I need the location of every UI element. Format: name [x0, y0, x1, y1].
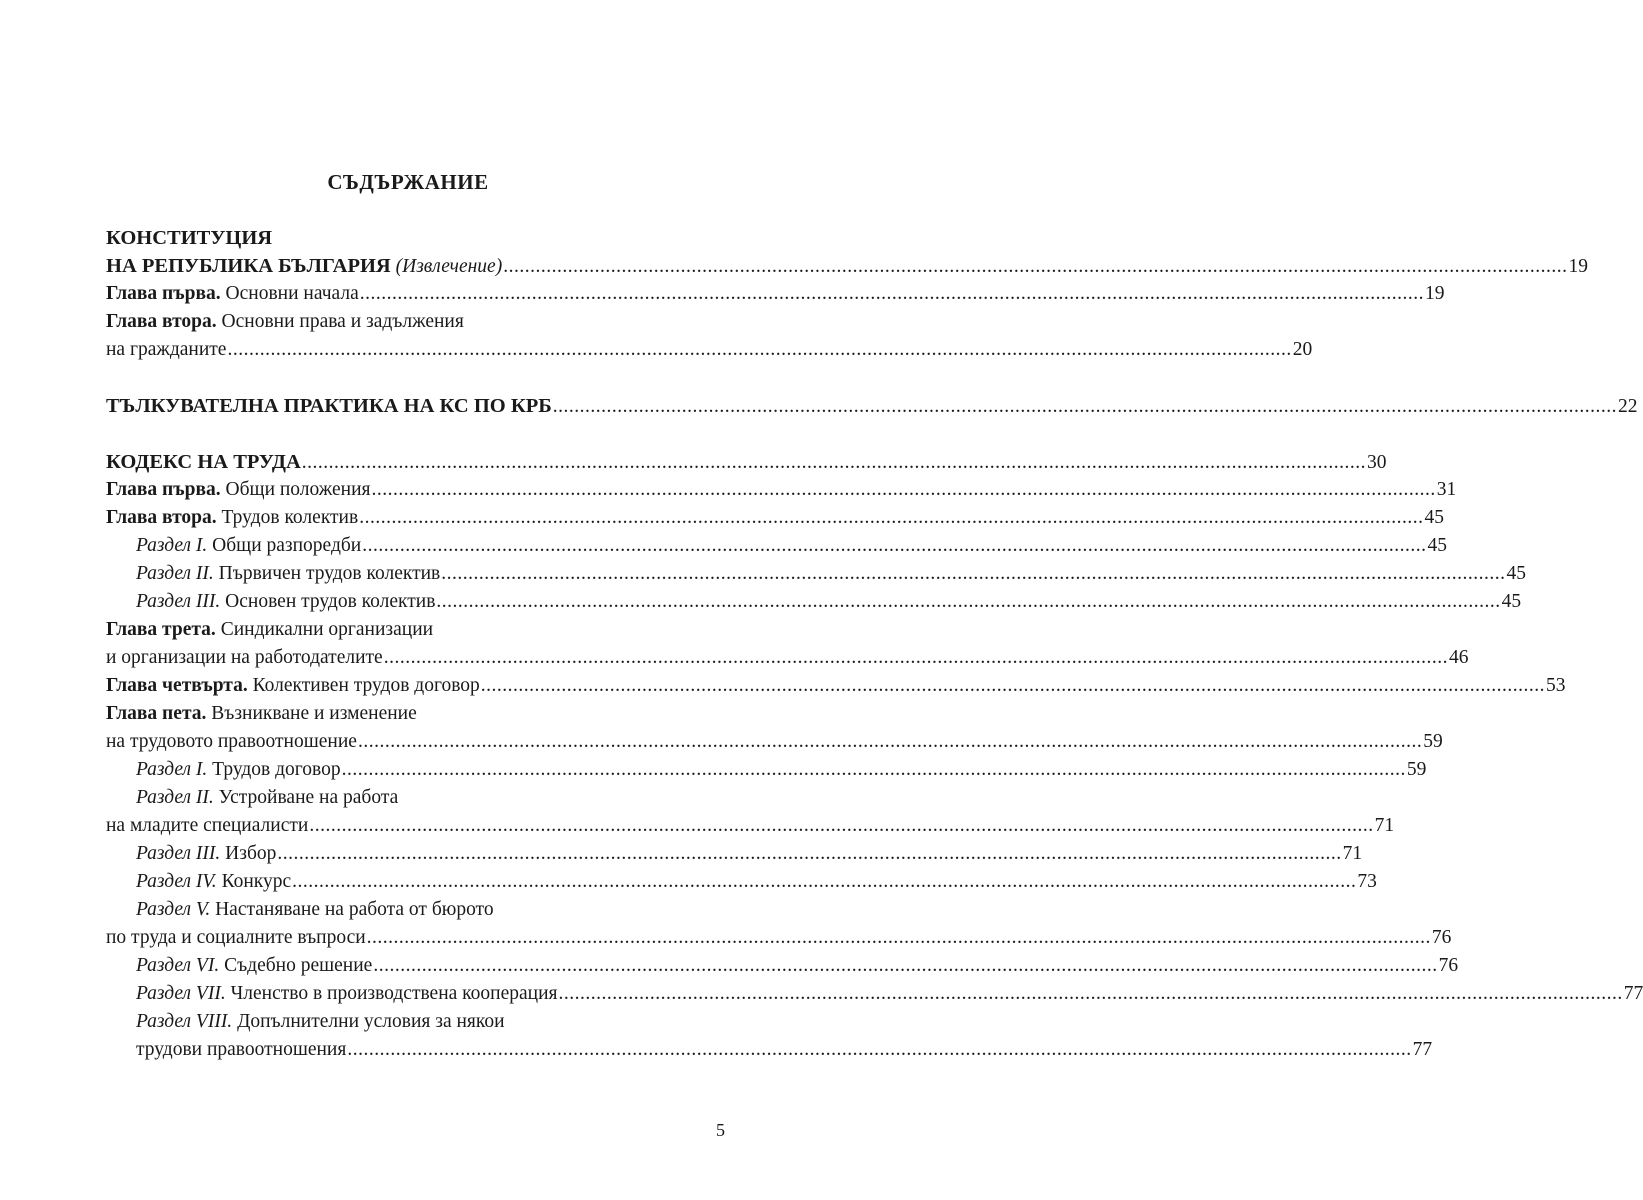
toc-subentry[interactable]: Раздел VII. Членство в производствена кооперация ...................................................................................................................................................................................................... 77: [136, 980, 726, 1008]
toc-page-number: 45: [1506, 563, 1527, 584]
toc-entry-first-line[interactable]: Глава трета. Синдикални организации: [106, 619, 434, 640]
toc-subentry[interactable]: Раздел I. Общи разпоредби ...................................................................................................................................................................................................... 45: [136, 532, 726, 560]
toc-page-number: 71: [1374, 815, 1395, 836]
toc-entry[interactable]: на гражданите ...................................................................................................................................................................................................... 20: [106, 336, 726, 364]
toc-entry[interactable]: и организации на работодателите ...................................................................................................................................................................................................... 46: [106, 644, 726, 672]
toc-page-number: 45: [1501, 591, 1522, 612]
toc-page-number: 59: [1406, 759, 1427, 780]
toc-page-number: 77: [1623, 983, 1643, 1004]
toc-page-number: 71: [1342, 843, 1363, 864]
toc-page-number: 59: [1423, 731, 1443, 752]
toc-entry[interactable]: Глава четвърта. Колективен трудов договор ...................................................................................................................................................................................................... 53: [106, 672, 726, 700]
toc-entry[interactable]: Глава втора. Трудов колектив ...................................................................................................................................................................................................... 45: [106, 504, 726, 532]
toc-entry-constitution[interactable]: НА РЕПУБЛИКА БЪЛГАРИЯ (Извлечение) ...................................................................................................................................................................................................... 19: [106, 252, 726, 280]
toc-page-number: 45: [1427, 535, 1447, 556]
toc-page-number: 22: [1618, 396, 1638, 417]
toc-page-number: 19: [1425, 283, 1445, 304]
toc-subentry[interactable]: по труда и социалните въпроси ...................................................................................................................................................................................................... 76: [106, 924, 726, 952]
toc-subentry[interactable]: Раздел II. Първичен трудов колектив ...................................................................................................................................................................................................... 45: [136, 560, 726, 588]
toc-entry-labour-code[interactable]: КОДЕКС НА ТРУДА ...................................................................................................................................................................................................... 30: [106, 448, 726, 476]
toc-page-number: 45: [1424, 507, 1444, 528]
page-number: 5: [716, 1120, 725, 1140]
toc-subentry[interactable]: Раздел VI. Съдебно решение ...................................................................................................................................................................................................... 76: [136, 952, 726, 980]
toc-subentry[interactable]: Раздел III. Основен трудов колектив ...................................................................................................................................................................................................... 45: [136, 588, 726, 616]
toc-page-number: 46: [1448, 647, 1469, 668]
toc-subentry[interactable]: трудови правоотношения ...................................................................................................................................................................................................... 77: [136, 1036, 726, 1064]
toc-page-number: 53: [1546, 675, 1566, 696]
toc-entry[interactable]: на трудовото правоотношение ...................................................................................................................................................................................................... 59: [106, 728, 726, 756]
toc-entry[interactable]: Глава първа. Основни начала ...................................................................................................................................................................................................... 19: [106, 280, 726, 308]
toc-page-number: 20: [1292, 339, 1313, 360]
toc-page-number: 77: [1412, 1039, 1433, 1060]
toc-entry-interpretive-practice[interactable]: ТЪЛКУВАТЕЛНА ПРАКТИКА НА КС ПО КРБ ...................................................................................................................................................................................................... 22: [106, 392, 726, 420]
toc-subentry[interactable]: Раздел IV. Конкурс ...................................................................................................................................................................................................... 73: [136, 868, 726, 896]
page-title: СЪДЪРЖАНИЕ: [327, 170, 489, 194]
toc-subentry-first-line[interactable]: Раздел II. Устройване на работа: [136, 787, 399, 808]
toc-page-number: 76: [1431, 927, 1452, 948]
toc-subentry[interactable]: Раздел I. Трудов договор ...................................................................................................................................................................................................... 59: [136, 756, 726, 784]
toc-page-number: 30: [1367, 452, 1387, 473]
toc-page-number: 19: [1568, 256, 1588, 277]
toc-entry[interactable]: Глава първа. Общи положения ...................................................................................................................................................................................................... 31: [106, 476, 726, 504]
toc-subentry[interactable]: на младите специалисти ...................................................................................................................................................................................................... 71: [106, 812, 726, 840]
toc-page-number: 76: [1438, 955, 1459, 976]
toc-page-number: 31: [1436, 479, 1457, 500]
toc-entry-first-line[interactable]: Глава пета. Възникване и изменение: [106, 703, 417, 724]
toc-page-number: 73: [1357, 871, 1377, 892]
toc-subentry-first-line[interactable]: Раздел VIII. Допълнителни условия за някои: [136, 1011, 505, 1032]
toc-heading-constitution: КОНСТИТУЦИЯ: [106, 227, 273, 249]
toc-entry-first-line[interactable]: Глава втора. Основни права и задължения: [106, 311, 464, 332]
toc-subentry[interactable]: Раздел III. Избор ...................................................................................................................................................................................................... 71: [136, 840, 726, 868]
toc-subentry-first-line[interactable]: Раздел V. Настаняване на работа от бюрото: [136, 899, 494, 920]
